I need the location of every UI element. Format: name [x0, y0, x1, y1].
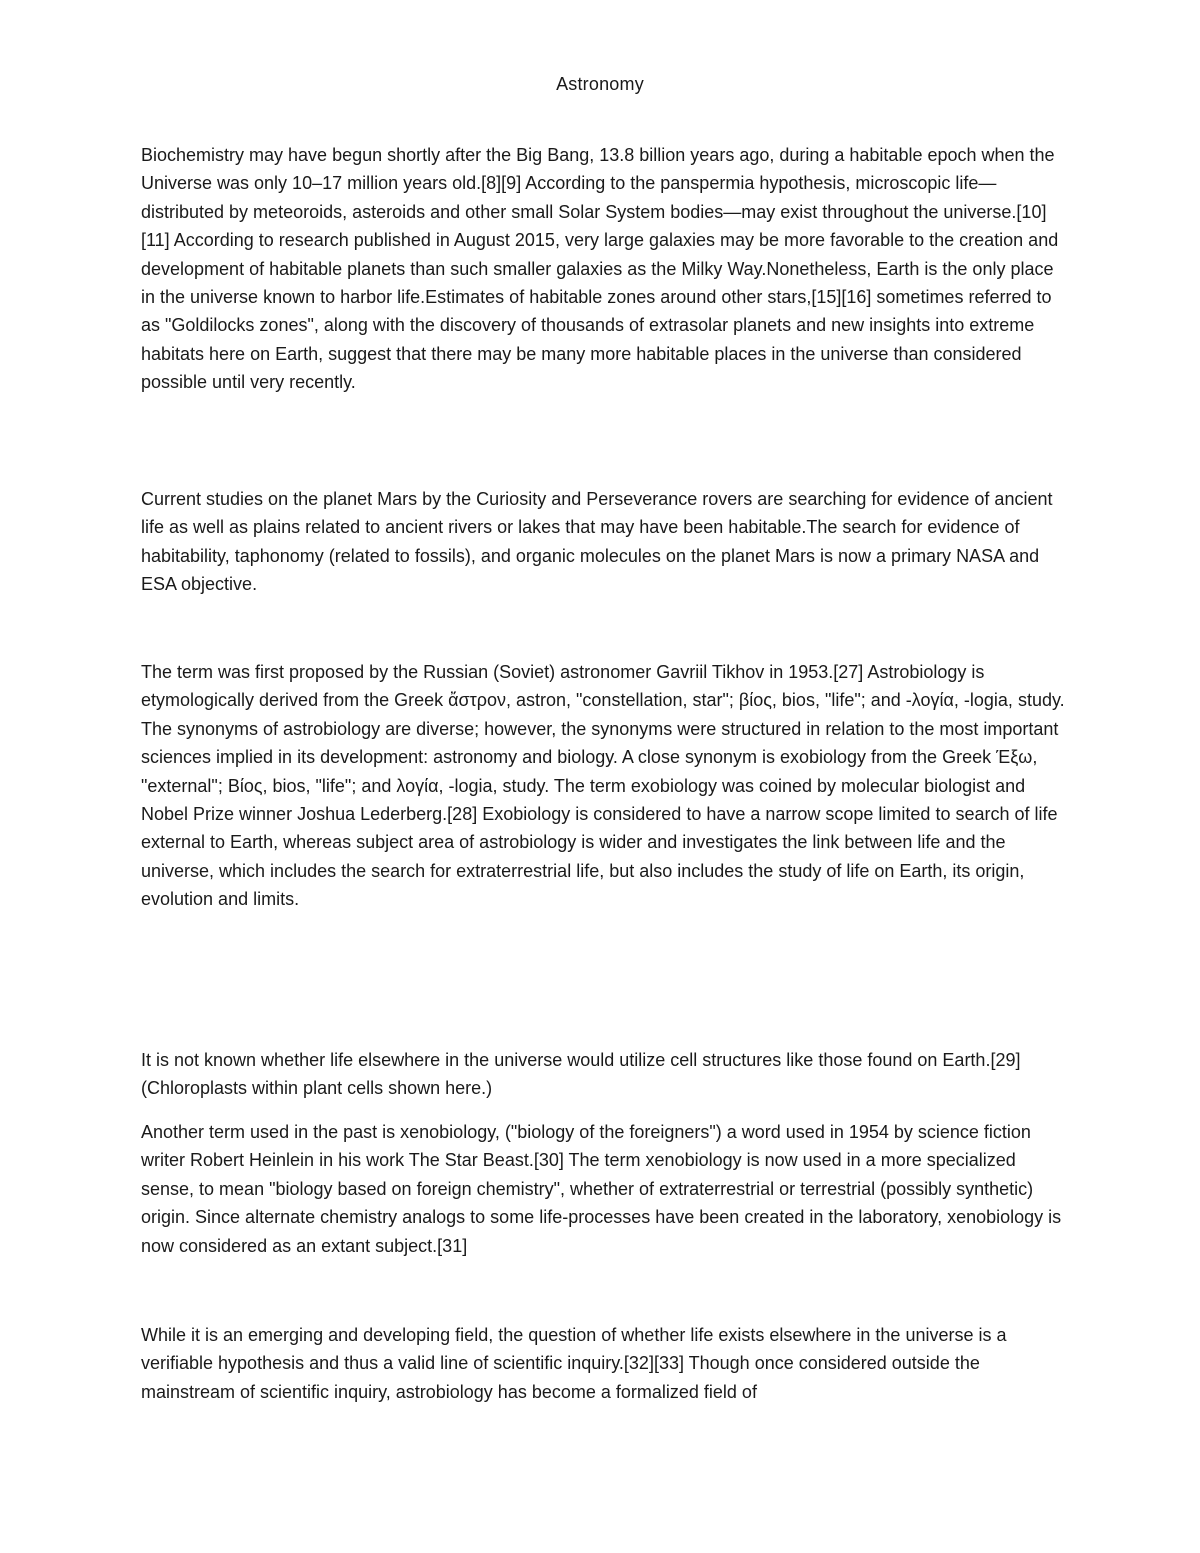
paragraph-mars-studies: Current studies on the planet Mars by the Curiosity and Perseverance rovers are searching for evidence of ancient life as well as plains related to ancient rivers or lakes that may have been habitable.The search for evidence of habitability, taphonomy (related to fossils), and organic molecules on the planet Mars is now a primary NASA and ESA objective.: [141, 489, 1053, 595]
paragraph-cell-structures: It is not known whether life elsewhere in the universe would utilize cell structures like those found on Earth.[29] (Chloroplasts within plant cells shown here.): [141, 1050, 1021, 1099]
paragraph-emerging-field: While it is an emerging and developing field, the question of whether life exists elsewhere in the universe is a verifiable hypothesis and thus a valid line of scientific inquiry.[32][33] Though once considered outside the mainstream of scientific inquiry, astrobiology has become a formalized field of: [141, 1325, 1007, 1402]
paragraph-term-origin: The term was first proposed by the Russian (Soviet) astronomer Gavriil Tikhov in 1953.[27] Astrobiology is etymologically derived from the Greek ἄστρον, astron, "constellation, star"; βίος, bios, "life"; and -λογία, -logia, study. The synonyms of astrobiology are diverse; however, the synonyms were structured in relation to the most important sciences implied in its development: astronomy and biology. A close synonym is exobiology from the Greek Έξω, "external"; Βίος, bios, "life"; and λογία, -logia, study. The term exobiology was coined by molecular biologist and Nobel Prize winner Joshua Lederberg.[28] Exobiology is considered to have a narrow scope limited to search of life external to Earth, whereas subject area of astrobiology is wider and investigates the link between life and the universe, which includes the search for extraterrestrial life, but also includes the study of life on Earth, its origin, evolution and limits.: [141, 662, 1065, 910]
document-title: Astronomy: [556, 74, 644, 94]
paragraph-biochemistry: Biochemistry may have begun shortly after the Big Bang, 13.8 billion years ago, during a habitable epoch when the Universe was only 10–17 million years old.[8][9] According to the panspermia hypothesis, microscopic life—distributed by meteoroids, asteroids and other small Solar System bodies—may exist throughout the universe.[10][11] According to research published in August 2015, very large galaxies may be more favorable to the creation and development of habitable planets than such smaller galaxies as the Milky Way.Nonetheless, Earth is the only place in the universe known to harbor life.Estimates of habitable zones around other stars,[15][16] sometimes referred to as "Goldilocks zones", along with the discovery of thousands of extrasolar planets and new insights into extreme habitats here on Earth, suggest that there may be many more habitable places in the universe than considered possible until very recently.: [141, 145, 1059, 393]
paragraph-xenobiology: Another term used in the past is xenobiology, ("biology of the foreigners") a word used in 1954 by science fiction writer Robert Heinlein in his work The Star Beast.[30] The term xenobiology is now used in a more specialized sense, to mean "biology based on foreign chemistry", whether of extraterrestrial or terrestrial (possibly synthetic) origin. Since alternate chemistry analogs to some life-processes have been created in the laboratory, xenobiology is now considered as an extant subject.[31]: [141, 1122, 1062, 1256]
